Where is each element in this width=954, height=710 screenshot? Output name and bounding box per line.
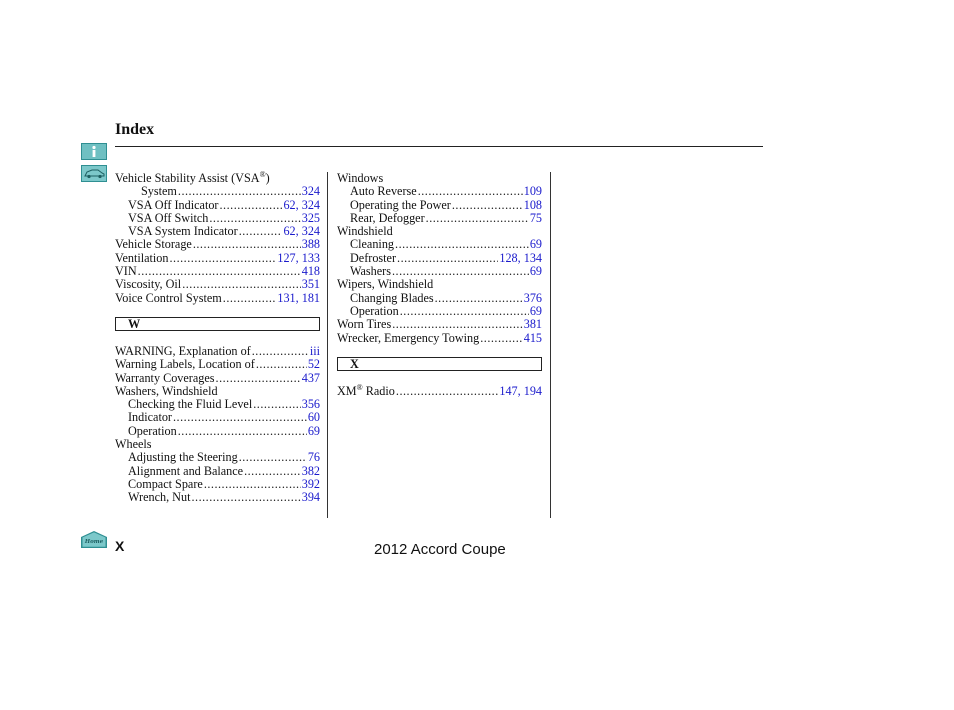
page-letter: X [115, 538, 125, 554]
entry-label: Voice Control System [115, 290, 222, 305]
entry-label: WARNING, Explanation of [115, 343, 251, 358]
index-entry [337, 292, 542, 305]
entry-pages[interactable]: 351 [301, 277, 320, 292]
home-icon[interactable] [81, 530, 107, 548]
entry-pages[interactable]: 381 [523, 317, 542, 332]
index-entry [337, 252, 542, 265]
page-title: Index [115, 121, 155, 138]
entry-pages[interactable]: 109 [523, 184, 542, 199]
leader-dots [182, 278, 301, 291]
entry-label: VSA Off Indicator [128, 197, 219, 212]
index-entry [337, 265, 542, 278]
info-icon[interactable] [81, 143, 107, 160]
entry-pages[interactable]: 69 [307, 423, 320, 438]
entry-label: Viscosity, Oil [115, 277, 182, 292]
entry-label: Ventilation [115, 250, 169, 265]
index-entry [115, 199, 320, 212]
index-entry [115, 398, 320, 411]
index-entry [337, 238, 542, 251]
entry-label: VSA Off Switch [128, 210, 209, 225]
leader-dots [256, 358, 307, 371]
entry-pages[interactable]: iii [309, 343, 320, 358]
entry-label: Alignment and Balance [128, 463, 244, 478]
index-entry [115, 265, 320, 278]
leader-dots [209, 212, 300, 225]
leader-dots [191, 491, 300, 504]
index-entry [115, 169, 320, 185]
leader-dots [178, 425, 307, 438]
index-entry [337, 382, 542, 398]
entry-label: VSA System Indicator [128, 224, 238, 239]
entry-pages[interactable]: 388 [301, 237, 320, 252]
leader-dots [392, 318, 523, 331]
entry-label: Operation [350, 303, 399, 318]
entry-label: Washers, Windshield [115, 383, 218, 398]
index-entry [115, 411, 320, 424]
section-header-w: W [115, 317, 320, 331]
leader-dots [452, 199, 523, 212]
entry-pages[interactable]: 127, 133 [277, 250, 320, 265]
entry-pages[interactable]: 128, 134 [499, 250, 542, 265]
entry-label: Vehicle Storage [115, 237, 192, 252]
entry-pages[interactable]: 325 [301, 210, 320, 225]
leader-dots [239, 225, 283, 238]
entry-label: Rear, Defogger [350, 210, 425, 225]
entry-label: Wrecker, Emergency Towing [337, 330, 480, 345]
index-entry [337, 172, 542, 185]
entry-label: Wrench, Nut [128, 490, 191, 505]
entry-label: Washers [350, 264, 391, 279]
leader-dots [392, 265, 529, 278]
index-entry [115, 478, 320, 491]
entry-label: Adjusting the Steering [128, 450, 238, 465]
entry-pages[interactable]: 324 [301, 184, 320, 199]
entry-pages[interactable]: 376 [523, 290, 542, 305]
entry-pages[interactable]: 131, 181 [277, 290, 320, 305]
entry-pages[interactable]: 108 [523, 197, 542, 212]
entry-pages[interactable]: 75 [529, 210, 542, 225]
leader-dots [418, 185, 523, 198]
leader-dots [253, 398, 300, 411]
car-icon[interactable] [81, 165, 107, 182]
index-entry [115, 372, 320, 385]
entry-pages[interactable]: 437 [301, 370, 320, 385]
index-entry [115, 225, 320, 238]
index-entry [115, 292, 320, 305]
leader-dots [396, 385, 498, 398]
column-divider-2 [550, 172, 551, 518]
entry-pages[interactable]: 415 [523, 330, 542, 345]
index-entry [115, 185, 320, 198]
entry-pages[interactable]: 76 [307, 450, 320, 465]
leader-dots [252, 345, 309, 358]
entry-pages[interactable]: 62, 324 [283, 224, 320, 239]
leader-dots [480, 332, 522, 345]
leader-dots [173, 411, 307, 424]
entry-label: Warning Labels, Location of [115, 357, 255, 372]
entry-pages[interactable]: 62, 324 [283, 197, 320, 212]
index-entry [337, 305, 542, 318]
home-label: Home [84, 539, 104, 545]
index-entry [115, 451, 320, 464]
index-entry [337, 212, 542, 225]
index-entry [115, 425, 320, 438]
book-title: 2012 Accord Coupe [374, 541, 506, 558]
leader-dots [239, 451, 307, 464]
entry-label: System [141, 184, 177, 199]
entry-label: Worn Tires [337, 317, 392, 332]
index-entry [337, 199, 542, 212]
leader-dots [400, 305, 529, 318]
leader-dots [244, 465, 301, 478]
entry-pages[interactable]: 69 [529, 303, 542, 318]
leader-dots [395, 238, 529, 251]
entry-pages[interactable]: 394 [301, 490, 320, 505]
leader-dots [397, 252, 498, 265]
entry-pages[interactable]: 382 [301, 463, 320, 478]
leader-dots [178, 185, 301, 198]
leader-dots [193, 238, 301, 251]
section-header-x: X [337, 357, 542, 371]
index-entry [337, 318, 542, 331]
title-rule [115, 146, 763, 147]
entry-pages[interactable]: 60 [307, 410, 320, 425]
leader-dots [138, 265, 301, 278]
entry-label: Operating the Power [350, 197, 451, 212]
entry-pages[interactable]: 418 [301, 264, 320, 279]
index-entry [115, 491, 320, 504]
index-entry [337, 225, 542, 238]
index-entry [115, 212, 320, 225]
entry-label: Checking the Fluid Level [128, 397, 253, 412]
entry-pages[interactable]: 356 [301, 397, 320, 412]
index-entry [115, 438, 320, 451]
entry-pages[interactable]: 52 [307, 357, 320, 372]
index-entry [115, 345, 320, 358]
entry-label: Warranty Coverages [115, 370, 215, 385]
index-entry [115, 385, 320, 398]
entry-label: XM® Radio [337, 382, 395, 398]
index-entry [115, 465, 320, 478]
index-column-middle [337, 172, 542, 398]
leader-dots [169, 252, 276, 265]
entry-label: Operation [128, 423, 177, 438]
entry-label: Compact Spare [128, 476, 203, 491]
index-entry [115, 358, 320, 371]
leader-dots [223, 292, 277, 305]
leader-dots [435, 292, 523, 305]
index-entry [337, 332, 542, 345]
index-entry [115, 238, 320, 251]
entry-label: Windshield [337, 224, 393, 239]
entry-label: Auto Reverse [350, 184, 417, 199]
index-entry [337, 278, 542, 291]
entry-label: Defroster [350, 250, 397, 265]
entry-label: Cleaning [350, 237, 395, 252]
index-entry [115, 278, 320, 291]
leader-dots [216, 372, 301, 385]
leader-dots [204, 478, 301, 491]
index-entry [337, 185, 542, 198]
entry-label: Changing Blades [350, 290, 434, 305]
entry-label: Wheels [115, 437, 152, 452]
entry-pages[interactable]: 147, 194 [499, 383, 542, 398]
column-divider-1 [327, 172, 328, 518]
entry-pages[interactable]: 392 [301, 476, 320, 491]
leader-dots [426, 212, 529, 225]
entry-label: Windows [337, 171, 384, 185]
entry-label: VIN [115, 264, 137, 279]
entry-label: Wipers, Windshield [337, 277, 434, 292]
entry-label: Vehicle Stability Assist (VSA®) [115, 169, 270, 185]
leader-dots [220, 199, 283, 212]
entry-pages[interactable]: 69 [529, 237, 542, 252]
index-column-left [115, 169, 320, 505]
entry-pages[interactable]: 69 [529, 264, 542, 279]
index-entry [115, 252, 320, 265]
entry-label: Indicator [128, 410, 172, 425]
